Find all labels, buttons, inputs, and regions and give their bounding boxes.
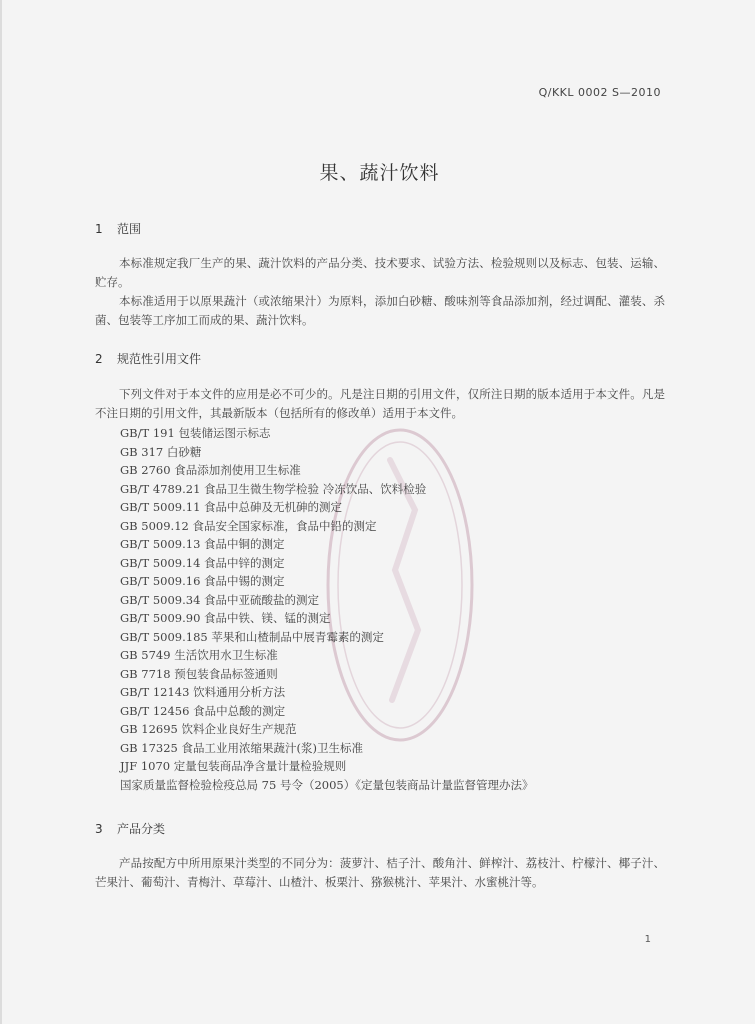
section-1-paragraph-1: 本标准规定我厂生产的果、蔬汁饮料的产品分类、技术要求、试验方法、检验规则以及标志、包装、运输、贮存。 [95,256,665,289]
reference-item: GB/T 5009.34 食品中亚硫酸盐的测定 [120,592,320,607]
reference-item: GB 5009.12 食品安全国家标准，食品中铅的测定 [120,518,377,533]
section-1-heading [95,220,141,237]
reference-item: GB/T 5009.16 食品中锡的测定 [120,574,285,588]
page-number: 1 [644,934,651,945]
section-title: 产品分类 [117,822,166,836]
reference-item: GB/T 191 包装储运图示标志 [120,426,271,440]
document-code: Q/KKL 0002 S—2010 [538,86,661,99]
reference-item: GB/T 12456 食品中总酸的测定 [120,703,286,718]
reference-item: GB 7718 预包装食品标签通则 [120,666,278,681]
reference-item: GB 5749 生活饮用水卫生标准 [120,648,278,662]
reference-item: GB/T 12143 饮料通用分析方法 [120,685,286,699]
reference-item: GB/T 5009.90 食品中铁、镁、锰的测定 [120,611,331,625]
section-number: 3 [95,822,103,836]
section-title: 规范性引用文件 [117,352,202,366]
reference-item: GB/T 5009.14 食品中锌的测定 [120,555,285,570]
section-number: 1 [95,222,103,236]
reference-item: GB 317 白砂糖 [120,444,202,459]
reference-item: JJF 1070 定量包装商品净含量计量检验规则 [120,759,347,773]
reference-item: GB 2760 食品添加剂使用卫生标准 [120,463,301,477]
section-title: 范围 [117,222,142,236]
reference-item: 国家质量监督检验检疫总局 75 号令（2005）《定量包装商品计量监督管理办法》 [120,777,534,792]
reference-item: GB/T 5009.13 食品中铜的测定 [120,537,285,551]
reference-item: GB/T 5009.11 食品中总砷及无机砷的测定 [120,500,343,514]
section-2-paragraph-1: 下列文件对于本文件的应用是必不可少的。凡是注日期的引用文件，仅所注日期的版本适用于本文件。凡是不注日期的引用文件，其最新版本（包括所有的修改单）适用于本文件。 [95,387,665,420]
document-title: 果、蔬汁饮料 [319,162,440,184]
reference-item: GB 12695 饮料企业良好生产规范 [120,722,297,736]
section-3-paragraph-1: 产品按配方中所用原果汁类型的不同分为：菠萝汁、桔子汁、酸角汁、鲜榨汁、荔枝汁、柠檬汁、椰子汁、芒果汁、葡萄汁、青梅汁、草莓汁、山楂汁、板栗汁、猕猴桃汁、苹果汁、水蜜桃汁等。 [95,856,665,889]
reference-item: GB 17325 食品工业用浓缩果蔬汁(浆)卫生标准 [120,740,364,755]
section-2-heading [95,350,201,367]
reference-list [120,424,533,794]
section-3-heading [95,820,165,837]
reference-item: GB/T 5009.185 苹果和山楂制品中展青霉素的测定 [120,629,384,644]
section-1-paragraph-2: 本标准适用于以原果蔬汁（或浓缩果汁）为原料，添加白砂糖、酸味剂等食品添加剂，经过调配、灌装、杀菌、包装等工序加工而成的果、蔬汁饮料。 [95,294,665,327]
reference-item: GB/T 4789.21 食品卫生微生物学检验 冷冻饮品、饮料检验 [120,481,427,496]
section-number: 2 [95,352,103,366]
